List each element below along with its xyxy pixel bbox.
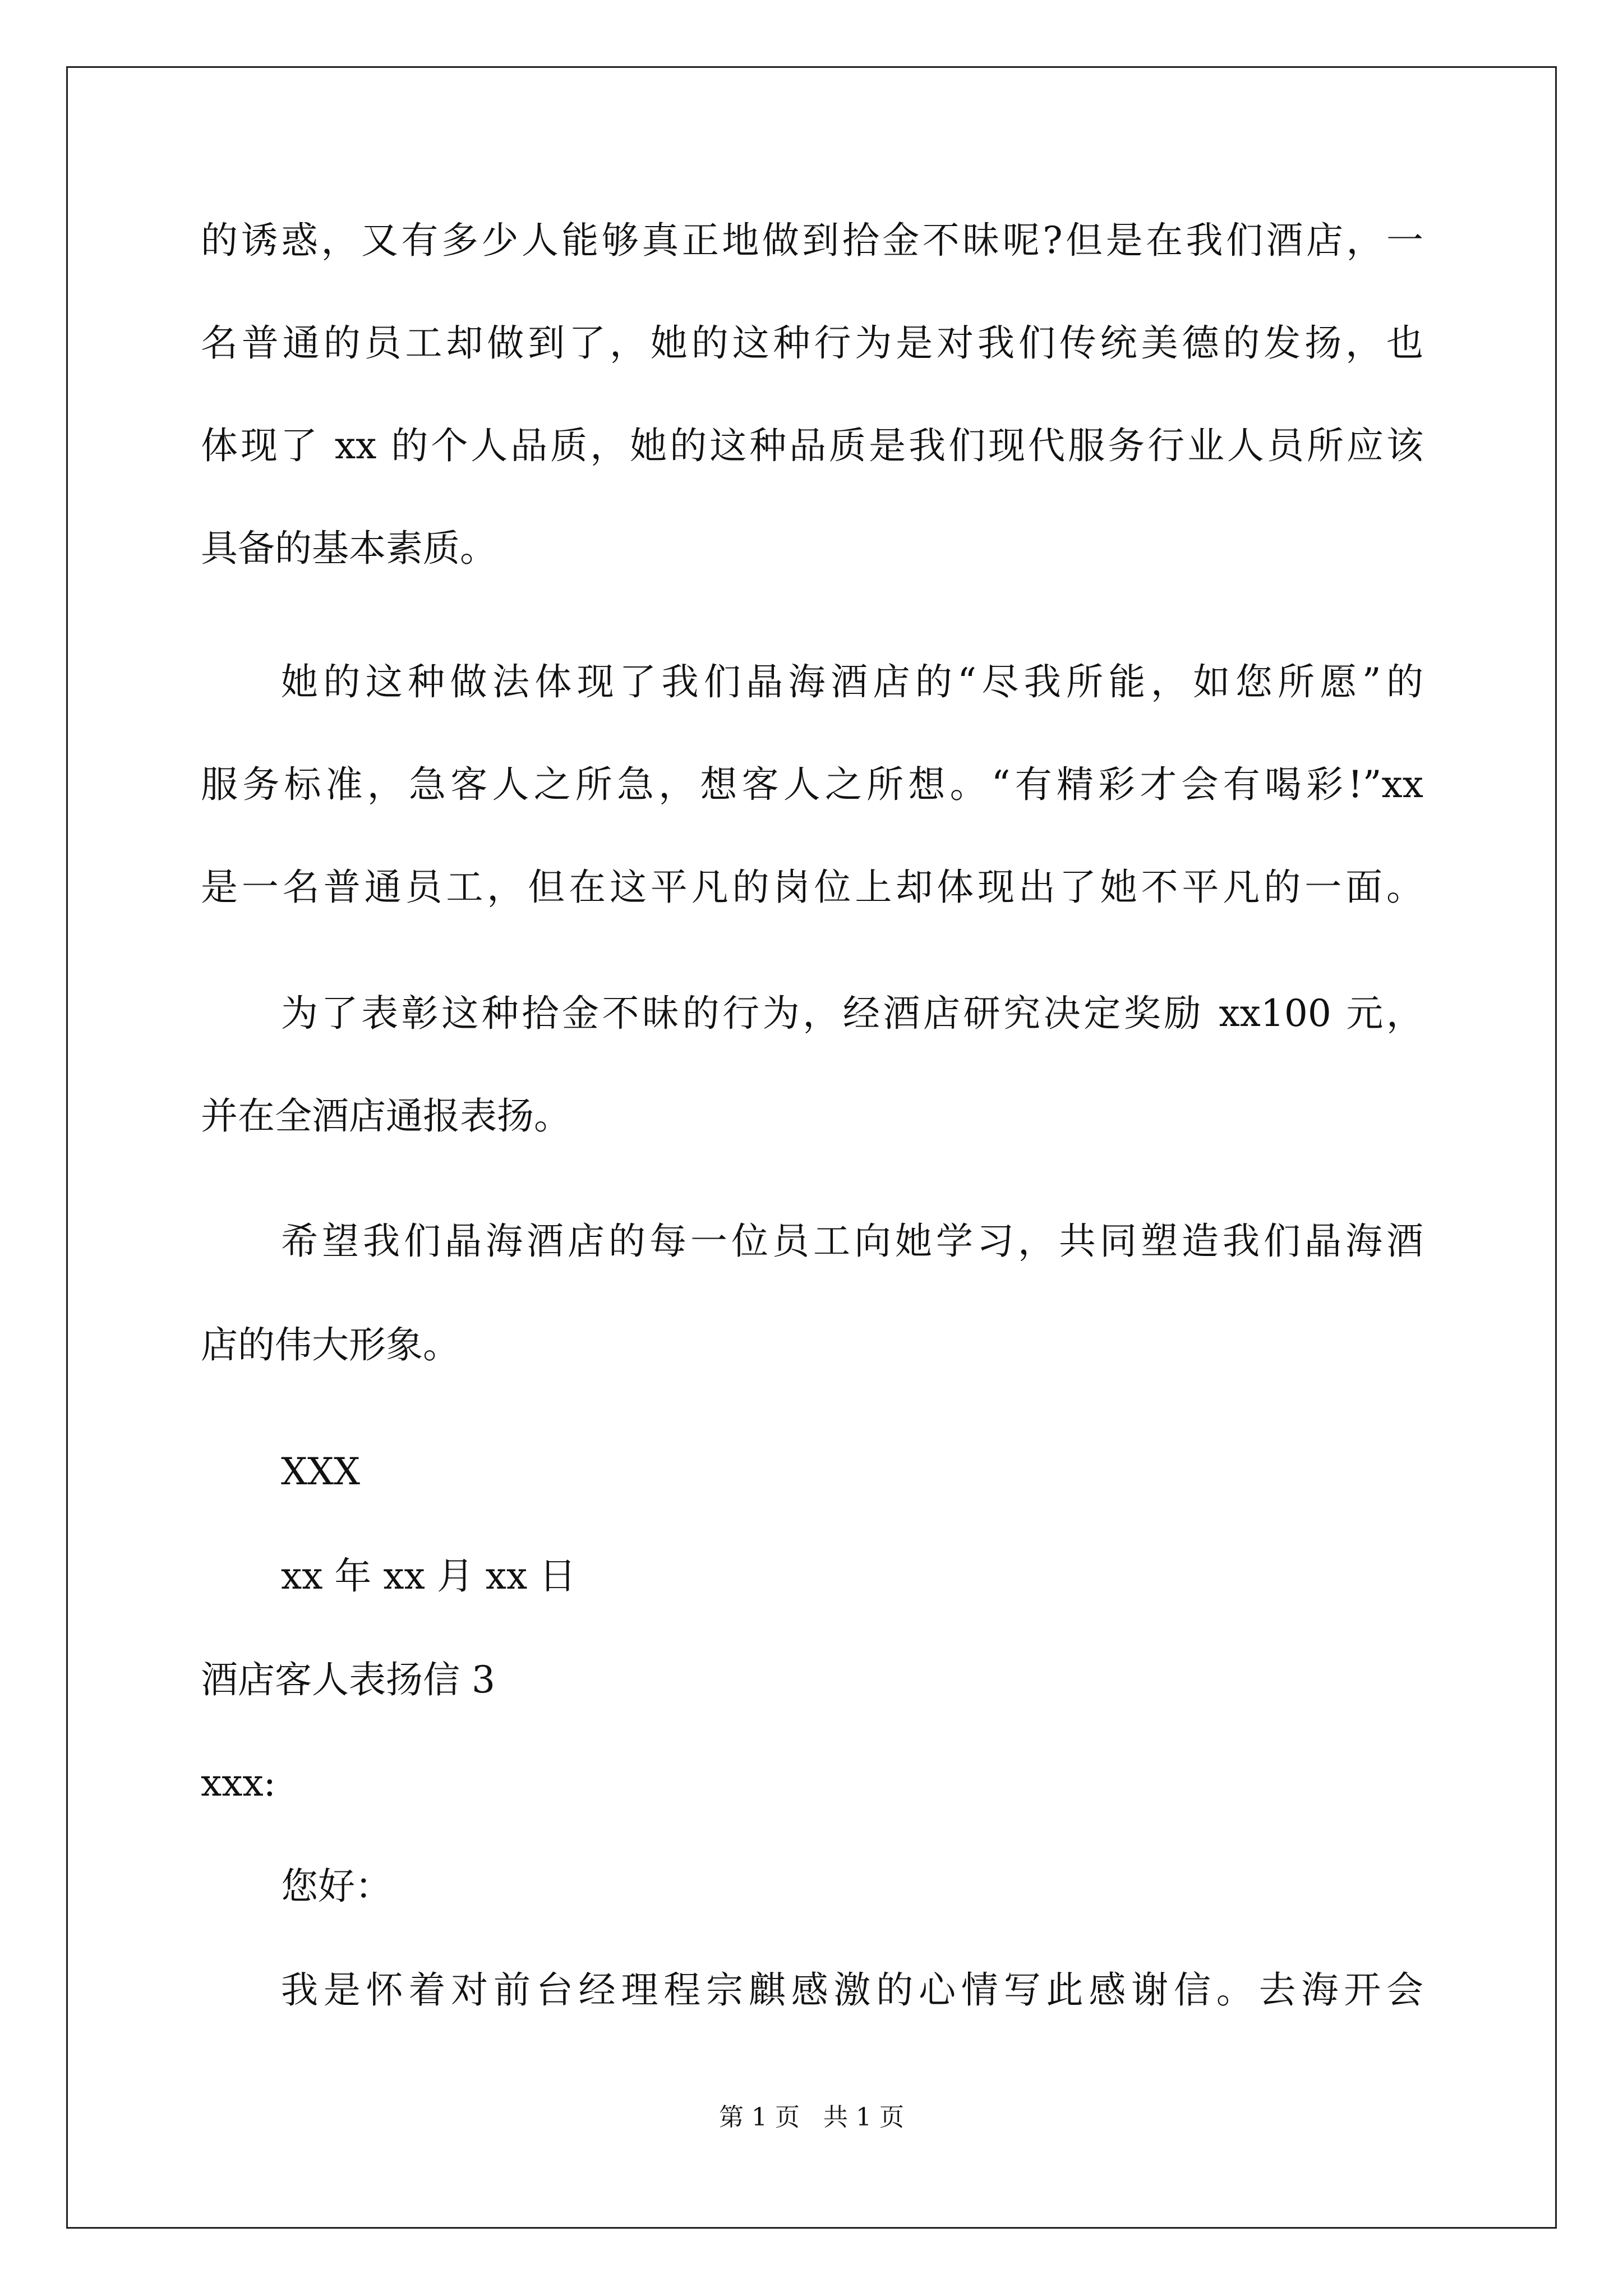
paragraph-line: 她的这种做法体现了我们晶海酒店的“尽我所能，如您所愿”的: [281, 660, 1423, 703]
paragraph-line: 我是怀着对前台经理程宗麒感激的心情写此感谢信。去海开会: [281, 1968, 1423, 2012]
paragraph-line: 是一名普通员工，但在这平凡的岗位上却体现出了她不平凡的一面。: [201, 866, 1423, 909]
paragraph-line: 体现了 xx 的个人品质，她的这种品质是我们现代服务行业人员所应该: [201, 424, 1423, 467]
section-heading: 酒店客人表扬信 3: [201, 1658, 495, 1701]
paragraph-line: 并在全酒店通报表扬。: [201, 1094, 571, 1138]
salutation: xxx:: [201, 1761, 276, 1805]
paragraph-line: 为了表彰这种拾金不昧的行为，经酒店研究决定奖励 xx100 元，: [281, 992, 1423, 1035]
signature-line: XXX: [281, 1450, 360, 1493]
paragraph-line: 服务标准，急客人之所急，想客人之所想。“有精彩才会有喝彩!”xx: [201, 763, 1423, 806]
paragraph-line: 店的伟大形象。: [201, 1323, 460, 1366]
paragraph-line: 的诱惑，又有多少人能够真正地做到拾金不昧呢?但是在我们酒店，一: [201, 219, 1423, 262]
paragraph-line: 具备的基本素质。: [201, 527, 497, 570]
paragraph-line: 希望我们晶海酒店的每一位员工向她学习，共同塑造我们晶海酒: [281, 1220, 1423, 1263]
date-line: xx 年 xx 月 xx 日: [281, 1554, 577, 1598]
greeting: 您好：: [281, 1865, 392, 1908]
paragraph-line: 名普通的员工却做到了，她的这种行为是对我们传统美德的发扬，也: [201, 321, 1423, 365]
page-footer: 第 1 页 共 1 页: [719, 2103, 904, 2132]
